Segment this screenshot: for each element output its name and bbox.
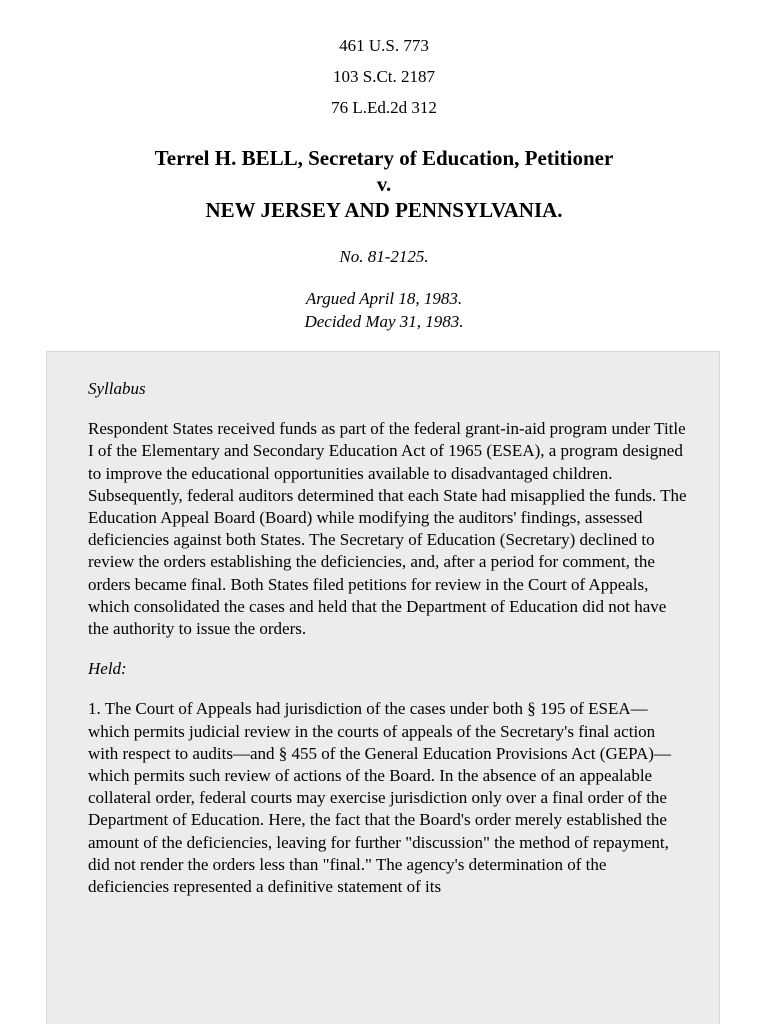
docket-number: No. 81-2125.: [339, 247, 429, 266]
syllabus-box: [46, 351, 720, 1024]
syllabus-summary: Respondent States received funds as part of the federal grant-in-aid program under Title I of the Elementary and Secondary Education Act of 1965 (ESEA), a program designed to improve the educational opportunities available to disadvantaged children. Subsequently, federal auditors determined that each State had misapplied the funds. The Education Appeal Board (Board) while modifying the auditors' findings, assessed deficiencies against both States. The Secretary of Education (Secretary) declined to review the orders establishing the deficiencies, and, after a period for comment, the orders became final. Both States filed petitions for review in the Court of Appeals, which consolidated the cases and held that the Department of Education did not have the authority to issue the orders.: [88, 419, 687, 639]
citation-lawyers-edition: 76 L.Ed.2d 312: [331, 98, 437, 117]
case-title: [0, 145, 768, 223]
citation-supreme-court-reporter: 103 S.Ct. 2187: [332, 67, 436, 86]
syllabus-content: [88, 378, 688, 916]
case-title-respondent: NEW JERSEY AND PENNSYLVANIA.: [205, 198, 563, 222]
decided-date: Decided May 31, 1983.: [304, 312, 464, 331]
held-paragraph-1: 1. The Court of Appeals had jurisdiction of the cases under both § 195 of ESEA—which permits judicial review in the courts of appeals of the Secretary's final action with respect to audits—and § 455 of the General Education Provisions Act (GEPA)—which permits such review of actions of the Board. In the absence of an appealable collateral order, federal courts may exercise jurisdiction only over a final order of the Department of Education. Here, the fact that the Board's order merely established the amount of the deficiencies, leaving for further "discussion" the method of repayment, did not render the orders less than "final." The agency's determination of the deficiencies represented a definitive statement of its: [88, 699, 671, 897]
argued-date: Argued April 18, 1983.: [305, 289, 463, 308]
held-label: Held:: [88, 659, 127, 679]
case-title-petitioner: Terrel H. BELL, Secretary of Education, Petitioner: [154, 146, 614, 170]
citation-us-reports: 461 U.S. 773: [339, 36, 429, 55]
case-title-versus: v.: [376, 172, 392, 196]
syllabus-heading: Syllabus: [88, 379, 146, 398]
